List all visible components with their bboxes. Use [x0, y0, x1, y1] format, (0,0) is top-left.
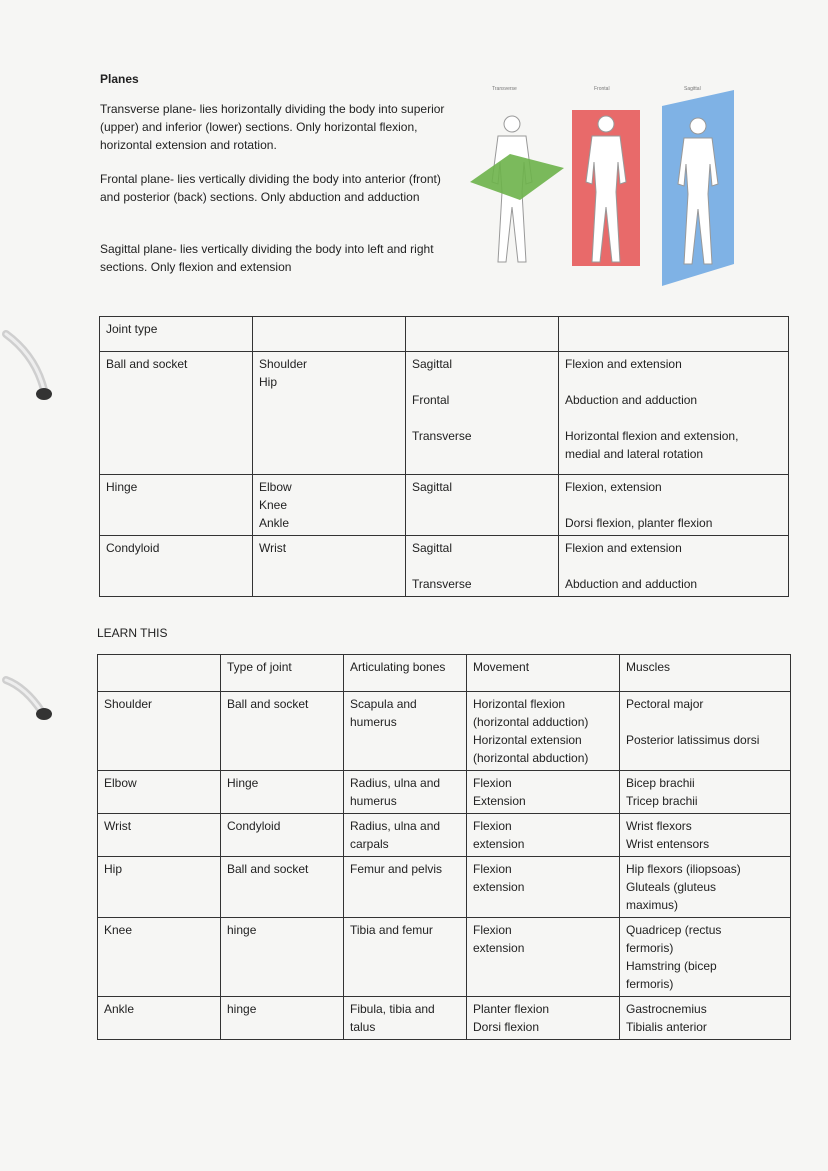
movement-line: extension: [473, 941, 525, 955]
bones-cell: [344, 997, 467, 1040]
muscle-line: Gastrocnemius: [626, 1002, 707, 1016]
muscle-line: Hamstring (bicep: [626, 959, 717, 973]
joint-types-table: [99, 316, 789, 597]
bone-line: carpals: [350, 837, 389, 851]
header-cell: [406, 317, 559, 352]
example-item: Knee: [259, 498, 288, 512]
transverse-description: Transverse plane- lies horizontally dividing the body into superior (upper) and inferior (lower) sections. Only horizontal flexion, horizontal extension and rotation.: [100, 102, 445, 152]
bone-line: Fibula, tibia and: [350, 1002, 435, 1016]
table-row: [98, 857, 791, 918]
joint-cell: Hip: [98, 857, 221, 918]
muscle-line: Hip flexors (iliopsoas): [626, 862, 741, 876]
binder-ring-icon: [0, 328, 60, 408]
joint-examples: [253, 352, 406, 475]
movement-line: Planter flexion: [473, 1002, 550, 1016]
body-planes-figure: [462, 84, 762, 294]
type-cell: Ball and socket: [221, 692, 344, 771]
joint-cell: Knee: [98, 918, 221, 997]
table-row: [100, 475, 789, 536]
sagittal-description: Sagittal plane- lies vertically dividing the body into left and right sections. Only flexion and extension: [100, 242, 434, 274]
table-row: [98, 814, 791, 857]
example-item: Ankle: [259, 516, 290, 530]
plane-item: Sagittal: [412, 357, 453, 371]
muscles-cell: [620, 918, 791, 997]
muscles-cell: [620, 997, 791, 1040]
joint-name: Hinge: [100, 475, 253, 536]
muscle-line: fermoris): [626, 977, 674, 991]
bones-cell: [344, 771, 467, 814]
movement-item: Horizontal flexion and extension,: [565, 429, 739, 443]
header-cell: [98, 655, 221, 692]
bone-line: Femur and pelvis: [350, 862, 443, 876]
header-type-of-joint: Type of joint: [221, 655, 344, 692]
frontal-description: Frontal plane- lies vertically dividing the body into anterior (front) and posterior (back) sections. Only abduction and adduction: [100, 172, 441, 204]
header-movement: Movement: [467, 655, 620, 692]
header-joint-type: Joint type: [100, 317, 253, 352]
movement-line: Flexion: [473, 776, 512, 790]
joint-movements: [559, 536, 789, 597]
joint-movements: [559, 475, 789, 536]
bone-line: Tibia and femur: [350, 923, 433, 937]
joint-name: Condyloid: [100, 536, 253, 597]
joint-planes: [406, 475, 559, 536]
table-row: [100, 536, 789, 597]
muscle-line: Tibialis anterior: [626, 1020, 707, 1034]
joint-cell: Ankle: [98, 997, 221, 1040]
joint-muscles-table: [97, 654, 791, 1040]
bone-line: talus: [350, 1020, 376, 1034]
movement-cell: [467, 814, 620, 857]
muscle-line: fermoris): [626, 941, 674, 955]
joint-name: Ball and socket: [100, 352, 253, 475]
joint-cell: Wrist: [98, 814, 221, 857]
joint-planes: [406, 536, 559, 597]
table-row: [98, 997, 791, 1040]
movement-item: Abduction and adduction: [565, 577, 698, 591]
frontal-figure-label: Frontal: [594, 86, 610, 92]
bone-line: humerus: [350, 794, 397, 808]
table-row: [100, 352, 789, 475]
plane-item: Transverse: [412, 429, 472, 443]
muscle-line: Bicep brachii: [626, 776, 695, 790]
table-row: [98, 918, 791, 997]
movement-line: Flexion: [473, 862, 512, 876]
table-row: [98, 771, 791, 814]
transverse-figure-label: Transverse: [492, 86, 517, 92]
joint-movements: [559, 352, 789, 475]
movement-cell: [467, 771, 620, 814]
planes-title: Planes: [100, 72, 139, 86]
movement-item: Flexion and extension: [565, 541, 682, 555]
plane-item: Transverse: [412, 577, 472, 591]
bone-line: humerus: [350, 715, 397, 729]
muscle-line: Gluteals (gluteus: [626, 880, 717, 894]
movement-item: Abduction and adduction: [565, 393, 698, 407]
muscle-line: Tricep brachii: [626, 794, 698, 808]
type-cell: Ball and socket: [221, 857, 344, 918]
joint-cell: Shoulder: [98, 692, 221, 771]
sagittal-figure-label: Sagittal: [684, 86, 701, 92]
type-cell: hinge: [221, 997, 344, 1040]
movement-cell: [467, 918, 620, 997]
muscles-cell: [620, 857, 791, 918]
muscle-line: maximus): [626, 898, 679, 912]
muscle-line: Posterior latissimus dorsi: [626, 733, 760, 747]
example-item: Hip: [259, 375, 278, 389]
muscle-line: Quadricep (rectus: [626, 923, 722, 937]
type-cell: Condyloid: [221, 814, 344, 857]
type-cell: Hinge: [221, 771, 344, 814]
header-muscles: Muscles: [620, 655, 791, 692]
muscles-cell: [620, 814, 791, 857]
type-cell: hinge: [221, 918, 344, 997]
example-item: Elbow: [259, 480, 292, 494]
header-articulating-bones: Articulating bones: [344, 655, 467, 692]
bones-cell: [344, 918, 467, 997]
plane-item: Frontal: [412, 393, 450, 407]
movement-cell: [467, 692, 620, 771]
movement-line: (horizontal adduction): [473, 715, 589, 729]
bone-line: Radius, ulna and: [350, 776, 441, 790]
muscle-line: Pectoral major: [626, 697, 704, 711]
movement-line: (horizontal abduction): [473, 751, 589, 765]
movement-line: Horizontal flexion: [473, 697, 566, 711]
movement-line: Horizontal extension: [473, 733, 582, 747]
joint-cell: Elbow: [98, 771, 221, 814]
plane-item: Sagittal: [412, 480, 453, 494]
movement-item: Flexion and extension: [565, 357, 682, 371]
joint-examples: [253, 536, 406, 597]
table-header-row: [100, 317, 789, 352]
bone-line: Radius, ulna and: [350, 819, 441, 833]
muscles-cell: [620, 692, 791, 771]
bones-cell: [344, 814, 467, 857]
joint-planes: [406, 352, 559, 475]
table-row: [98, 692, 791, 771]
bones-cell: [344, 692, 467, 771]
joint-examples: [253, 475, 406, 536]
learn-this-label: LEARN THIS: [97, 626, 168, 640]
bone-line: Scapula and: [350, 697, 417, 711]
movement-line: extension: [473, 880, 525, 894]
table-header-row: [98, 655, 791, 692]
bones-cell: [344, 857, 467, 918]
header-cell: [253, 317, 406, 352]
movement-line: Extension: [473, 794, 526, 808]
movement-line: Dorsi flexion: [473, 1020, 540, 1034]
movement-line: Flexion: [473, 923, 512, 937]
movement-item: Dorsi flexion, planter flexion: [565, 516, 713, 530]
example-item: Shoulder: [259, 357, 308, 371]
plane-item: Sagittal: [412, 541, 453, 555]
movement-item: Flexion, extension: [565, 480, 662, 494]
muscle-line: Wrist entensors: [626, 837, 710, 851]
planes-illustration: [462, 84, 762, 294]
movement-item: medial and lateral rotation: [565, 447, 704, 461]
movement-cell: [467, 997, 620, 1040]
movement-line: extension: [473, 837, 525, 851]
muscles-cell: [620, 771, 791, 814]
movement-cell: [467, 857, 620, 918]
binder-ring-icon: [0, 672, 60, 732]
movement-line: Flexion: [473, 819, 512, 833]
example-item: Wrist: [259, 541, 287, 555]
header-cell: [559, 317, 789, 352]
muscle-line: Wrist flexors: [626, 819, 692, 833]
